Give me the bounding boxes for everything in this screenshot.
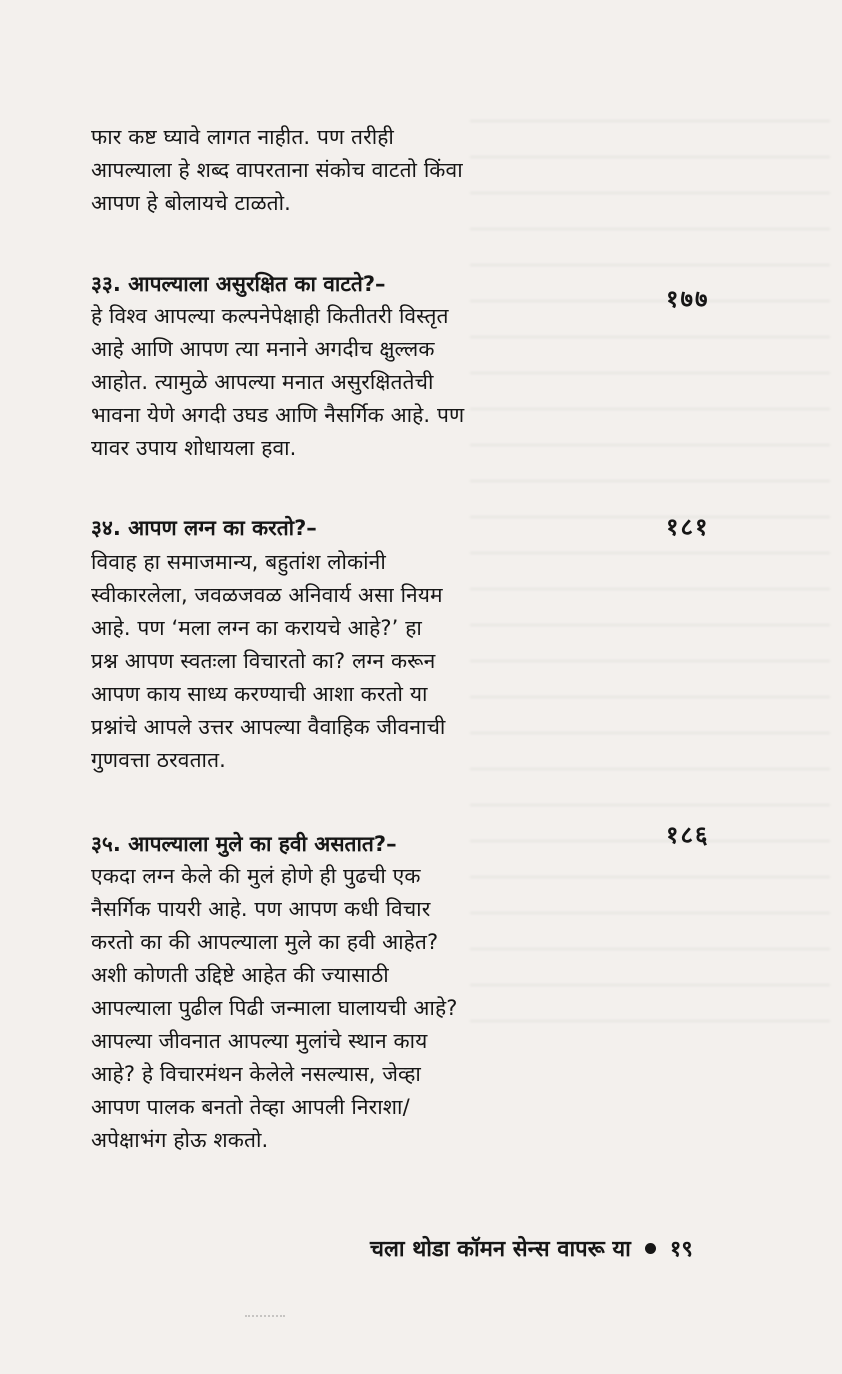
page-reference: १८१ (666, 513, 710, 541)
page-reference: १७७ (666, 285, 710, 313)
page-number: १९ (669, 1237, 693, 1262)
book-title: चला थोडा कॉमन सेन्स वापरू या (370, 1237, 631, 1262)
section-body: विवाह हा समाजमान्य, बहुतांश लोकांनी स्वीकारलेला, जवळजवळ अनिवार्य असा नियम आहे. पण ‘मला लग्न का करायचे आहे?’ हा प्रश्न आपण स्वतःला विचारतो का? लग्न करून आपण काय साध्य करण्याची आशा करतो या प्रश्नांचे आपले उत्तर आपल्या वैवाहिक जीवनाची गुणवत्ता ठरवतात. (91, 550, 446, 772)
section-heading: ३४. आपण लग्न का करतो?– (91, 516, 317, 540)
section-body: एकदा लग्न केले की मुलं होणे ही पुढची एक नैसर्गिक पायरी आहे. पण आपण कधी विचार करतो का की आपल्याला मुले का हवी आहेत? अशी कोणती उद्दिष्टे आहेत की ज्यासाठी आपल्याला पुढील पिढी जन्माला घालायची आहे? आपल्या जीवनात आपल्या मुलांचे स्थान काय आहे? हे विचारमंथन केलेले नसल्यास, जेव्हा आपण पालक बनतो तेव्हा आपली निराशा/ अपेक्षाभंग होऊ शकतो. (91, 864, 458, 1152)
section-heading: ३३. आपल्याला असुरक्षित का वाटते?– (91, 272, 386, 296)
intro-paragraph: फार कष्ट घ्यावे लागत नाहीत. पण तरीही आपल्याला हे शब्द वापरताना संकोच वाटतो किंवा आपण हे बोलायचे टाळतो. (91, 125, 463, 215)
bleed-through-text (470, 120, 830, 1050)
page-footer (370, 1233, 693, 1263)
bullet-icon (645, 1243, 656, 1254)
page-reference: १८६ (666, 821, 710, 849)
section-heading: ३५. आपल्याला मुले का हवी असतात?– (91, 832, 397, 856)
section-body: हे विश्व आपल्या कल्पनेपेक्षाही कितीतरी विस्तृत आहे आणि आपण त्या मनाने अगदीच क्षुल्लक आहोत. त्यामुळे आपल्या मनात असुरक्षिततेची भावना येणे अगदी उघड आणि नैसर्गिक आहे. पण यावर उपाय शोधायला हवा. (91, 304, 465, 460)
ink-smudge (245, 1315, 285, 1323)
